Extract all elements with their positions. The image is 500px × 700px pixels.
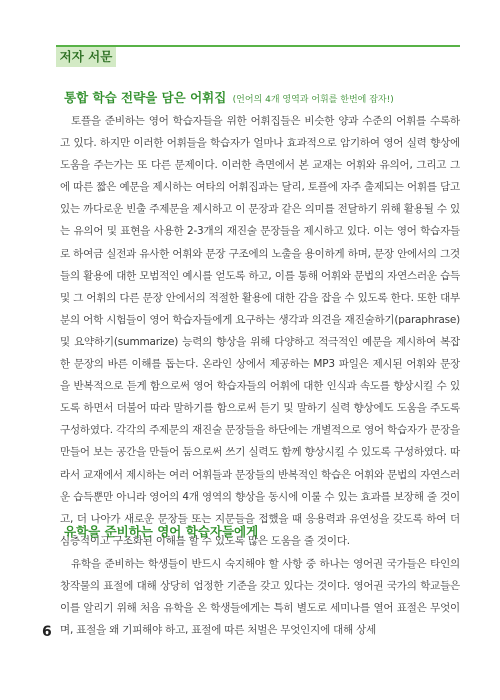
section2-body: 유학을 준비하는 학생들이 반드시 숙지해야 할 사항 중 하나는 영어권 국가들은 타인의 창작물의 표절에 대해 상당히 엄정한 기준을 갖고 있다는 것이다. 영어권 국가의 학교들은 이를 알리기 위해 처음 유학을 온 학생들에게는 특히 별도로 세미나를 열어 표절은 무엇이며, 표절을 왜 기피해야 하고, 표절에 따른 처벌은 무엇인지에 대해 상세: [60, 558, 460, 637]
section1-body: 토플을 준비하는 영어 학습자들을 위한 어휘집들은 비슷한 양과 수준의 어휘를 수록하고 있다. 하지만 이러한 어휘들을 학습자가 얼마나 효과적으로 암기하여 영어 실력 향상에 도움을 주는가는 또 다른 문제이다. 이러한 측면에서 본 교재는 어휘와 유의어, 그리고 그에 따른 짧은 예문을 제시하는 여타의 어휘집과는 달리, 토플에 자주 출제되는 어휘를 담고 있는 까다로운 빈출 주제문을 제시하고 이 문장과 같은 의미를 전달하기 위해 활용될 수 있는 유의어 및 표현을 사용한 2-3개의 재진술 문장들을 제시하고 있다. 이는 영어 학습자들로 하여금 실전과 유사한 어휘와 문장 구조에의 노출을 용이하게 하며, 문장 안에서의 그것들의 활용에 대한 모범적인 예시를 얻도록 하고, 이를 통해 어휘와 문법의 자연스러운 습득 및 그 어휘의 다른 문장 안에서의 적절한 활용에 대한 감을 잡을 수 있도록 한다. 또한 대부분의 어학 시험들이 영어 학습자들에게 요구하는 생각과 의견을 재진술하기(paraphrase) 및 요약하기(summarize) 능력의 향상을 위해 다양하고 적극적인 예문을 제시하여 복잡한 문장의 바른 이해를 돕는다. 온라인 상에서 제공하는 MP3 파일은 제시된 어휘와 문장을 반복적으로 듣게 함으로써 영어 학습자들의 어휘에 대한 인식과 속도를 향상시킬 수 있도록 하면서 더불어 따라 말하기를 함으로써 듣기 및 말하기 실력 향상에도 도움을 주도록 구성하였다. 각각의 주제문의 재진술 문장들을 하단에는 개별적으로 영어 학습자가 문장을 만들어 보는 공간을 만들어 둠으로써 쓰기 실력도 함께 향상시킬 수 있도록 구성하였다. 따라서 교재에서 제시하는 여러 어휘들과 문장들의 반복적인 학습은 어휘와 문법의 자연스러운 습득뿐만 아니라 영어의 4개 영역의 향상을 동시에 이룰 수 있는 효과를 보장해 줄 것이고, 더 나아가 새로운 문장들 또는 지문들을 접했을 때 응용력과 유연성을 갖도록 하여 더 심층적이고 구조화된 이해를 할 수 있도록 많은 도움을 줄 것이다.: [60, 115, 460, 547]
section2-title: 유학을 준비하는 영어 학습자들에게: [64, 524, 259, 539]
section1-subtitle: (언어의 4개 영역과 어휘를 한번에 잡자!): [232, 95, 394, 105]
section2-heading: [64, 522, 258, 540]
preface-header: 저자 서문: [56, 47, 116, 67]
section1-title: 통합 학습 전략을 담은 어휘집: [64, 90, 227, 105]
header-rule: [56, 45, 460, 47]
page-number: 6: [42, 624, 52, 640]
section1-heading: [64, 88, 394, 106]
